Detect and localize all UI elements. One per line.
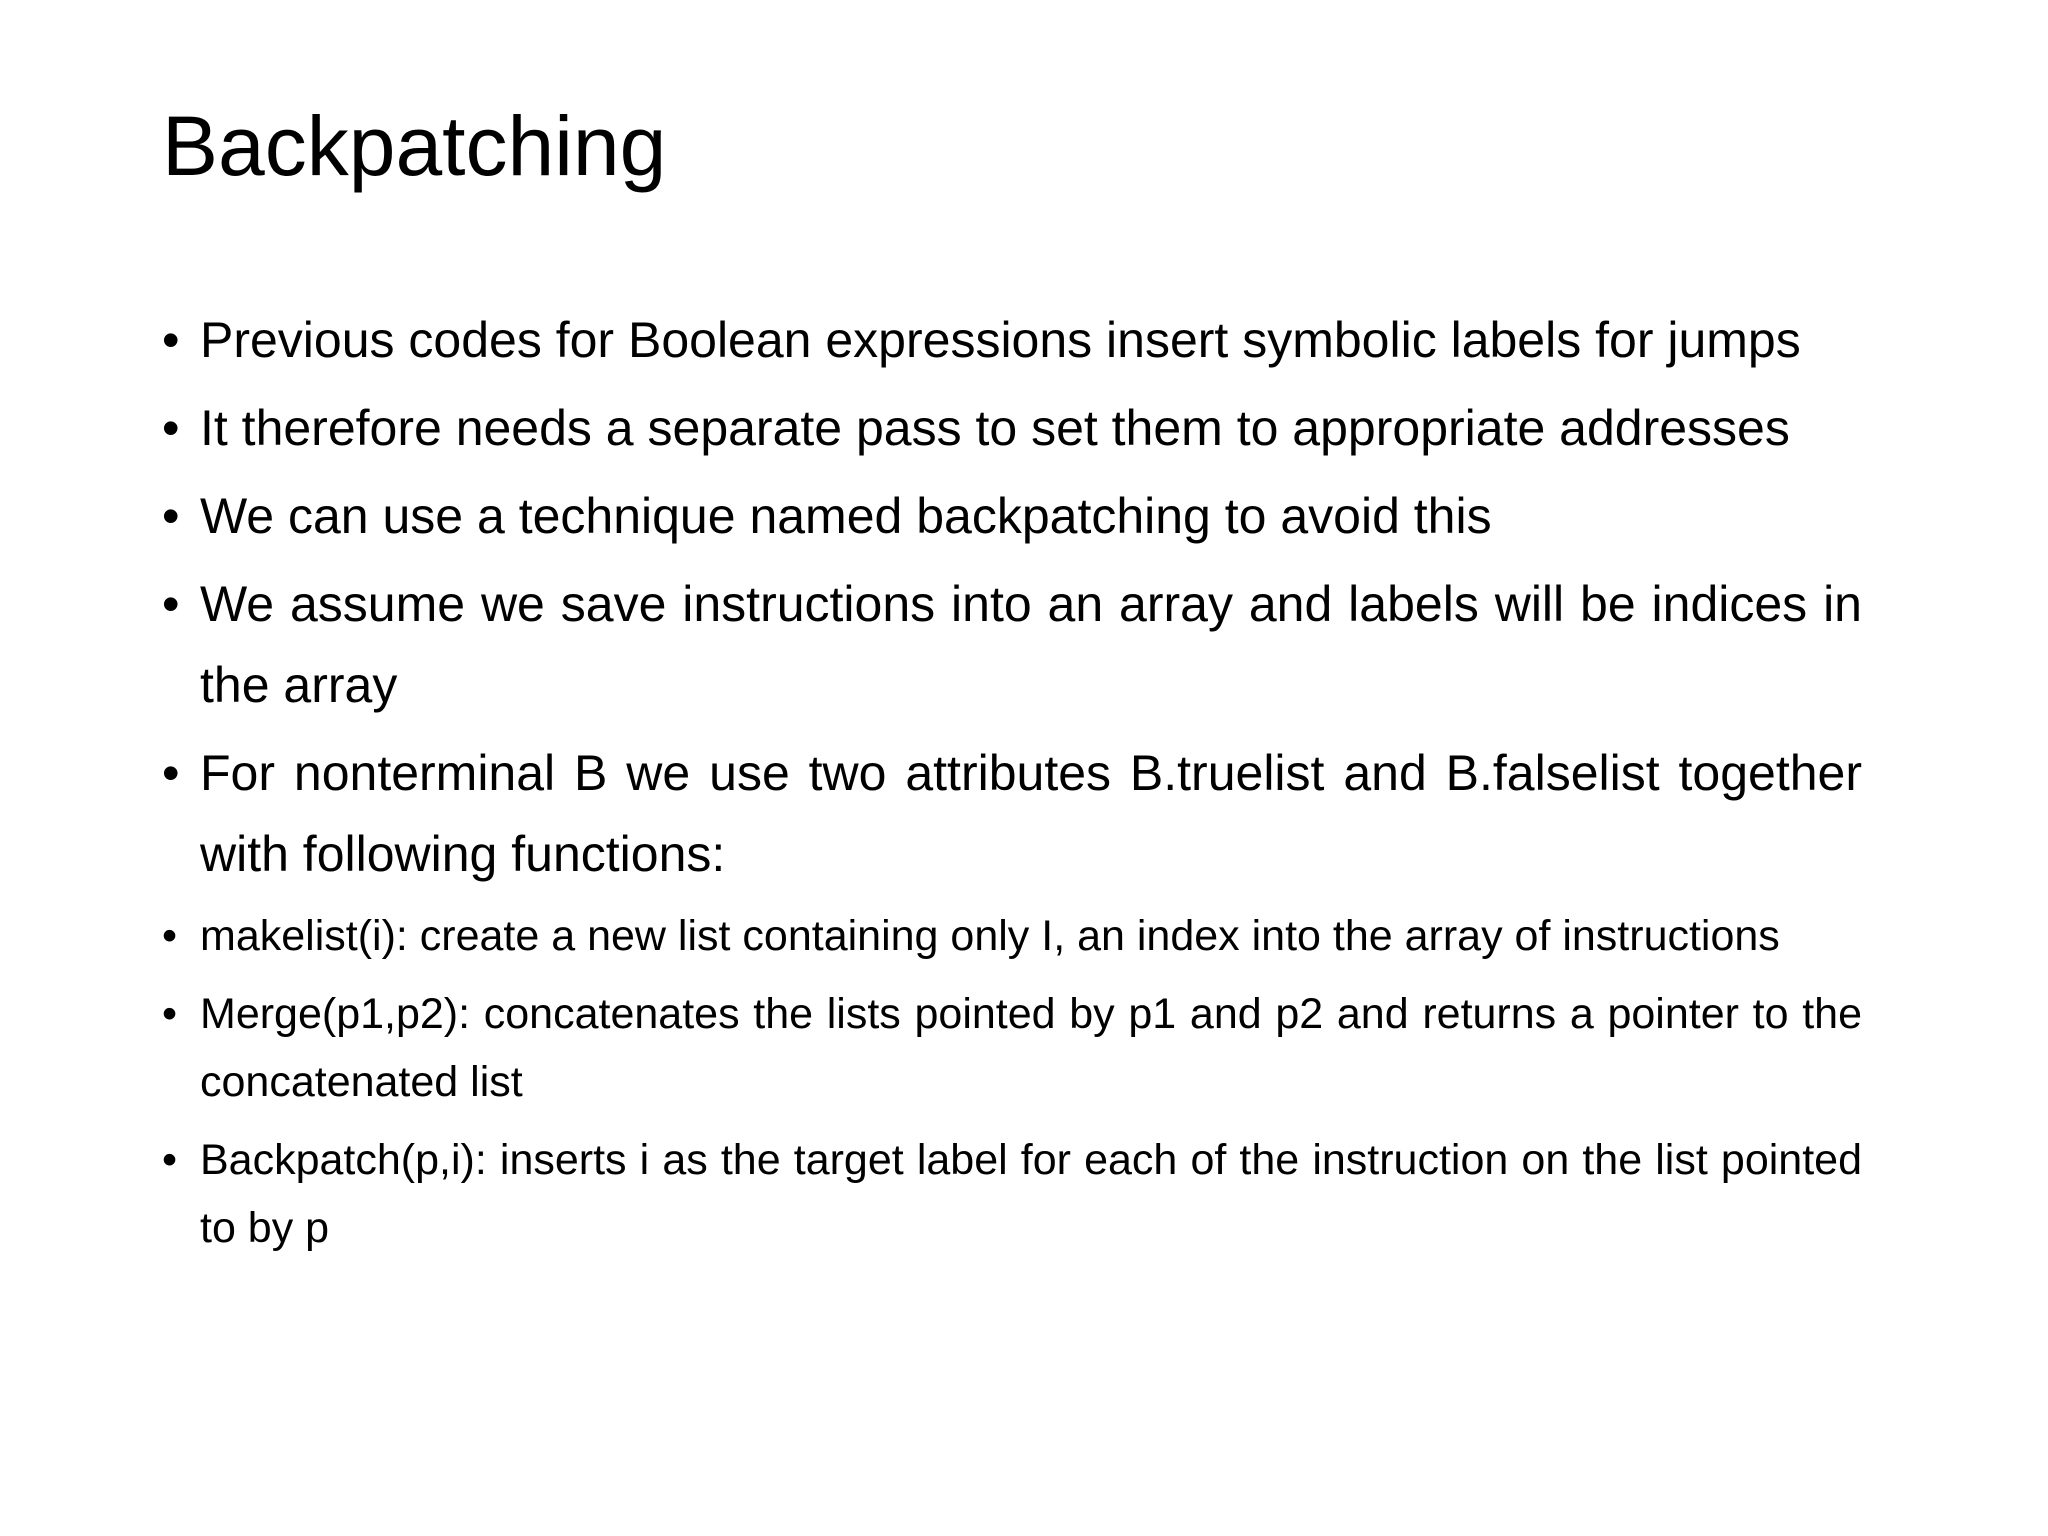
bullet-icon: • — [162, 312, 180, 368]
bullet-text: makelist(i): create a new list containing only I, an index into the array of instructions — [200, 912, 1780, 960]
bullet-icon: • — [162, 400, 180, 456]
bullet-item — [162, 388, 1862, 469]
bullet-item — [162, 476, 1862, 557]
bullet-icon: • — [162, 488, 180, 544]
bullet-text: We can use a technique named backpatching to avoid this — [200, 488, 1492, 544]
bullet-item — [162, 733, 1862, 895]
bullet-item — [162, 980, 1862, 1116]
slide-title: Backpatching — [162, 99, 667, 193]
bullet-item — [162, 1126, 1862, 1262]
bullet-item — [162, 564, 1862, 726]
bullet-text: Backpatch(p,i): inserts i as the target label for each of the instruction on the list pointed to by p — [200, 1136, 1862, 1252]
bullet-icon: • — [162, 912, 178, 960]
bullet-icon: • — [162, 1136, 178, 1184]
bullet-item — [162, 300, 1862, 381]
bullet-text: We assume we save instructions into an array and labels will be indices in the array — [200, 576, 1862, 713]
bullet-text: Merge(p1,p2): concatenates the lists pointed by p1 and p2 and returns a pointer to the concatenated list — [200, 990, 1862, 1106]
bullet-text: For nonterminal B we use two attributes B.truelist and B.falselist together with following functions: — [200, 745, 1862, 882]
bullet-item — [162, 902, 1862, 970]
bullet-icon: • — [162, 745, 180, 801]
bullet-list — [162, 300, 1862, 1272]
bullet-text: Previous codes for Boolean expressions insert symbolic labels for jumps — [200, 312, 1801, 368]
bullet-icon: • — [162, 576, 180, 632]
bullet-text: It therefore needs a separate pass to set them to appropriate addresses — [200, 400, 1790, 456]
bullet-icon: • — [162, 990, 178, 1038]
